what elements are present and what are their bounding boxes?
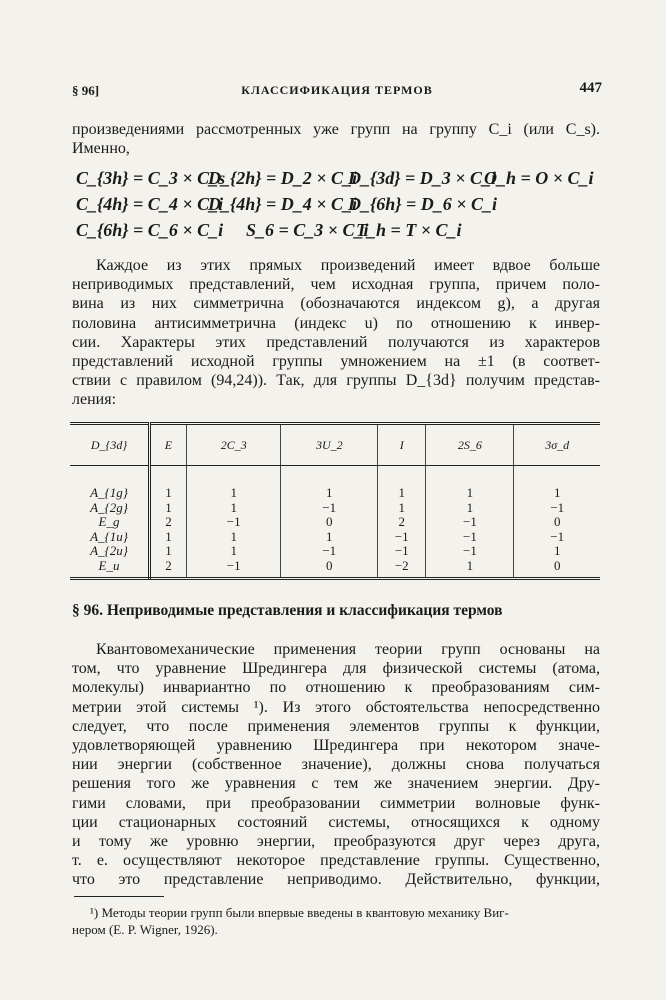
row-label: A_{1u}	[70, 530, 150, 545]
row-label: A_{2g}	[70, 501, 150, 516]
table-row	[70, 515, 600, 530]
text-line: сии. Характеры этих представлений получаются из характеров	[72, 333, 600, 351]
table-row	[70, 559, 600, 579]
text-line: удовлетворяющей уравнению Шредингера при некотором значе-	[72, 737, 600, 755]
table-cell: 1	[186, 530, 281, 545]
character-table	[70, 422, 600, 580]
text-line: Квантовомеханические применения теории групп основаны на	[96, 641, 600, 658]
table-cell: 1	[281, 530, 378, 545]
formula: D_{4h} = D_4 × C_i	[208, 194, 358, 214]
table-cell: −1	[378, 530, 426, 545]
table-cell: −1	[514, 501, 600, 516]
text-line: и тому же уровню энергии, преобразуются друг через друга,	[72, 833, 600, 851]
table-cell: −1	[186, 559, 281, 579]
column-header: E	[150, 424, 187, 466]
table-cell: 1	[165, 543, 172, 558]
table-cell: 1	[514, 544, 600, 559]
table-cell: −1	[426, 515, 514, 530]
row-label: E_g	[70, 515, 150, 530]
table-cell: −1	[281, 501, 378, 516]
section-title: § 96. Неприводимые представления и классификация термов	[72, 602, 503, 619]
formula: T_h = T × C_i	[356, 220, 462, 240]
text-line: решения того же уравнения с тем же значением энергии. Дру-	[72, 775, 600, 793]
footnote-line: ¹) Методы теории групп были впервые введены в квантовую механику Виг-	[90, 905, 509, 920]
running-header	[72, 80, 602, 100]
formula: C_{3h} = C_3 × C_s	[76, 168, 226, 188]
text-line: метрии этой системы ¹). Из этого обстоятельства непосредственно	[72, 698, 600, 716]
formula: D_{6h} = D_6 × C_i	[348, 194, 498, 214]
text-line: ления:	[72, 391, 117, 409]
table-cell: −1	[378, 544, 426, 559]
table-cell: 0	[281, 559, 378, 579]
text-line: представлений исходной группы умножением на ±1 (в соответ-	[72, 353, 600, 371]
table-row	[70, 466, 600, 501]
footnote-line: нером (E. P. Wigner, 1926).	[72, 922, 218, 937]
table-cell: −1	[426, 530, 514, 545]
text-line: следует, что после применения элементов группы к функции,	[72, 717, 600, 735]
text-line: половина антисимметрична (индекс u) по отношению к инвер-	[72, 314, 600, 332]
column-header: 3U_2	[281, 424, 378, 466]
text-line: Каждое из этих прямых произведений имеет вдвое больше	[96, 257, 600, 274]
table-cell: −2	[378, 559, 426, 579]
formula: C_{4h} = C_4 × C_i	[76, 194, 224, 214]
table-cell: 1	[514, 466, 600, 501]
table-cell: 1	[186, 466, 281, 501]
column-header: 2S_6	[426, 424, 514, 466]
table-cell: 0	[514, 515, 600, 530]
text-line: том, что уравнение Шредингера для физической системы (атома,	[72, 660, 600, 678]
text-line: гими словами, при преобразовании симметрии волновые функ-	[72, 794, 600, 812]
header-section: § 96]	[72, 83, 100, 98]
text-line: что это представление неприводимо. Действительно, функции,	[72, 871, 600, 889]
table-cell: 2	[150, 559, 187, 579]
text-line: неприводимых представлений, чем исходная группа, причем поло-	[72, 276, 600, 294]
table-cell: −1	[281, 544, 378, 559]
text-line: молекулы) инвариантно по отношению к преобразованиям сим-	[72, 679, 600, 697]
formula: D_{2h} = D_2 × C_i	[208, 168, 358, 188]
table-row	[70, 544, 600, 559]
column-header: 2C_3	[186, 424, 281, 466]
column-header: I	[378, 424, 426, 466]
table-row	[70, 501, 600, 516]
table-row	[70, 530, 600, 545]
formula: O_h = O × C_i	[484, 168, 594, 188]
table-cell: −1	[186, 515, 281, 530]
text-line: вина из них симметрична (обозначаются индексом g), а другая	[72, 295, 600, 313]
table-cell: 1	[378, 466, 426, 501]
table-cell: 0	[514, 559, 600, 579]
table-cell: 1	[426, 501, 514, 516]
footnote-rule	[74, 896, 164, 897]
table-cell: −1	[426, 544, 514, 559]
text-line: нии энергии (собственное значение), должны снова получаться	[72, 756, 600, 774]
paragraph-representations	[72, 256, 600, 410]
text-line: т. е. осуществляют некоторое представление группы. Существенно,	[72, 852, 600, 870]
table-cell: 1	[426, 466, 514, 501]
table-corner: D_{3d}	[70, 424, 150, 466]
row-label: E_u	[70, 559, 150, 579]
row-label: A_{2u}	[70, 544, 150, 559]
intro-paragraph	[72, 120, 600, 158]
text-line: Именно,	[72, 140, 130, 158]
table-cell: 0	[281, 515, 378, 530]
table-cell: 1	[281, 466, 378, 501]
page-number: 447	[579, 80, 602, 96]
row-label: A_{1g}	[70, 466, 150, 501]
table-cell: 2	[378, 515, 426, 530]
table-cell: 1	[165, 499, 172, 515]
table-cell: 1	[186, 501, 281, 516]
header-title: КЛАССИФИКАЦИЯ ТЕРМОВ	[241, 83, 433, 97]
table-cell: −1	[514, 530, 600, 545]
table-cell: 1	[378, 501, 426, 516]
table-cell: 1	[186, 544, 281, 559]
footnote	[72, 904, 600, 938]
table-cell: 1	[165, 485, 172, 500]
column-header: 3σ_d	[514, 424, 600, 466]
table-cell: 1	[426, 559, 514, 579]
formula: D_{3d} = D_3 × C_i	[348, 168, 497, 188]
table-cell: 2	[165, 514, 172, 529]
text-line: ствии с правилом (94,24)). Так, для группы D_{3d} получим представ-	[72, 372, 600, 390]
text-line: произведениями рассмотренных уже групп на группу C_i (или C_s).	[72, 121, 600, 138]
formula: C_{6h} = C_6 × C_i	[76, 220, 224, 240]
table-header-row	[70, 424, 600, 466]
table-cell: 1	[165, 528, 172, 544]
text-line: ции стационарных состояний системы, относящихся к одному	[72, 813, 600, 831]
paragraph-schrodinger	[72, 640, 600, 890]
formula: S_6 = C_3 × C_i	[246, 220, 369, 240]
